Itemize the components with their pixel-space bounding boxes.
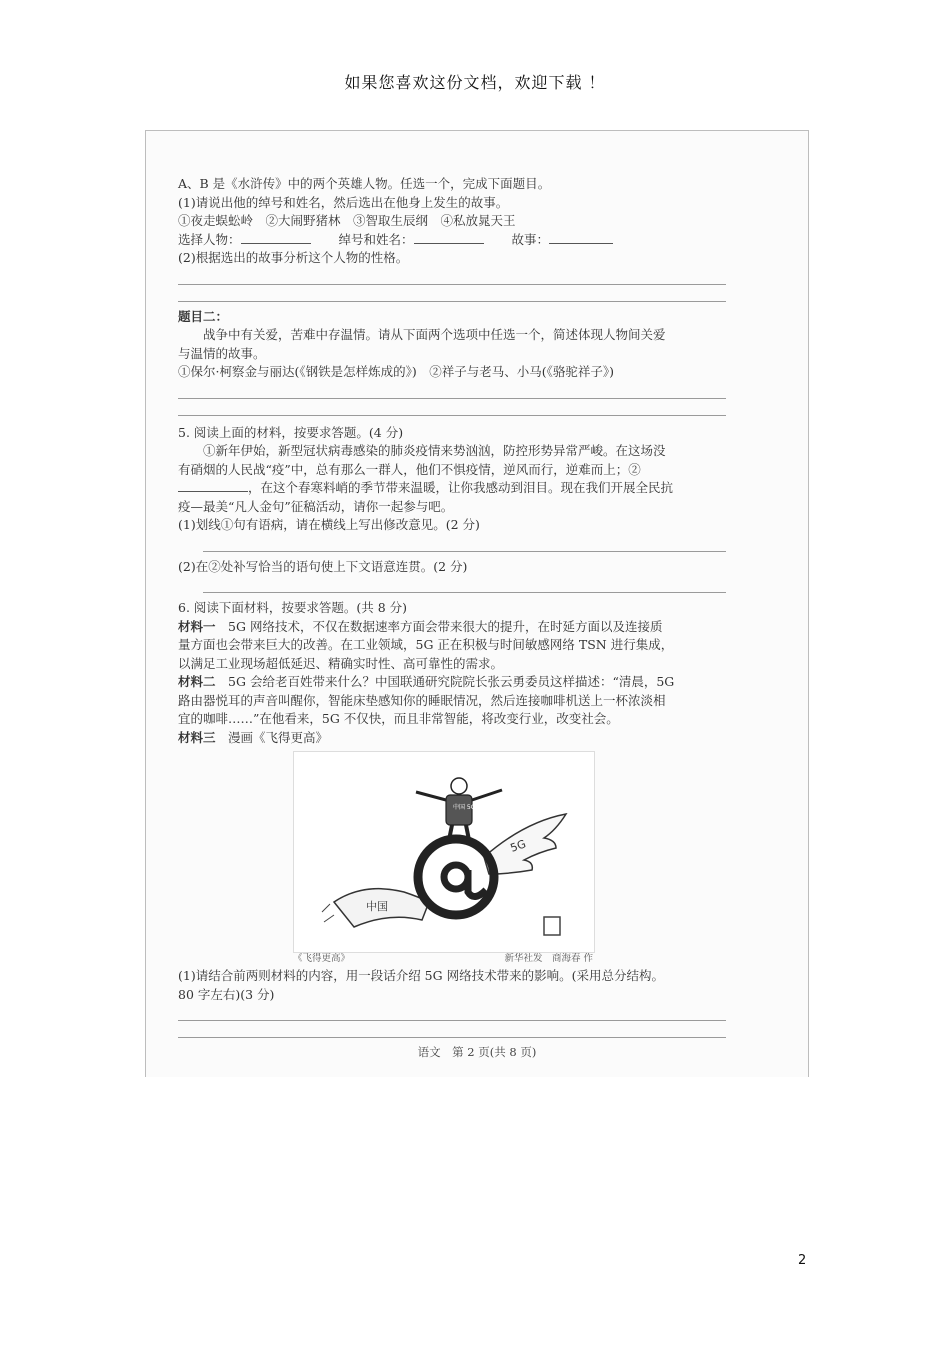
q6-sub1-line2: 80 字左右)(3 分) — [178, 986, 275, 1002]
q5-p2: 有硝烟的人民战“疫”中，总有那么一群人，他们不惧疫情，逆风而行，逆难而上；② — [178, 461, 641, 477]
q4-part1: (1)请说出他的绰号和姓名，然后选出在他身上发生的故事。 — [178, 194, 509, 210]
q6-material2-line1: 材料二 5G 会给老百姓带来什么？中国联通研究院院长张云勇委员这样描述：“清晨，5G — [178, 674, 675, 689]
artist-seal-icon — [544, 917, 560, 935]
q4-title2-options: ①保尔·柯察金与丽达(《钢铁是怎样炼成的》) ②祥子与老马、小马(《骆驼祥子》) — [178, 364, 614, 379]
q5-sub2: (2)在②处补写恰当的语句使上下文语意连贯。(2 分) — [178, 558, 468, 574]
q6-material2-line3: 宜的咖啡……”在他看来，5G 不仅快，而且非常智能，将改变行业，改变社会。 — [178, 711, 619, 726]
fill-name-blank[interactable] — [414, 231, 484, 244]
answer-line[interactable] — [178, 399, 726, 416]
scanned-exam-page — [145, 130, 809, 1077]
q5-sub1: (1)划线①句有语病，请在横线上写出修改意见。(2 分) — [178, 517, 480, 532]
fill-person-label: 选择人物： — [178, 231, 241, 247]
answer-line[interactable] — [203, 535, 726, 552]
answer-line[interactable] — [178, 285, 726, 302]
q4-title2: 题目二： — [178, 308, 229, 324]
answer-line[interactable] — [178, 1021, 726, 1038]
cartoon-illustration — [294, 752, 594, 952]
q5-p1: ①新年伊始，新型冠状病毒感染的肺炎疫情来势汹汹，防控形势异常严峻。在这场没 — [203, 443, 666, 458]
cartoon-credit: 新华社发 商海春 作 — [504, 953, 593, 964]
q6-sub1-line1: (1)请结合前两则材料的内容，用一段话介绍 5G 网络技术带来的影响。(采用总分结构。 — [178, 968, 664, 983]
q4-fill-row — [178, 231, 726, 250]
q4-title2-line1: 战争中有关爱，苦难中存温情。请从下面两个选项中任选一个，简述体现人物间关爱 — [203, 327, 666, 342]
q4-title2-line2: 与温情的故事。 — [178, 345, 266, 361]
fill-story-blank[interactable] — [549, 231, 613, 244]
page-number: 2 — [798, 1253, 807, 1268]
q6-material1-line3: 以满足工业现场超低延迟、精确实时性、高可靠性的需求。 — [178, 655, 504, 671]
fill-story-label: 故事： — [511, 231, 550, 247]
wing-china-label: 中国 — [366, 900, 388, 913]
q6-material3: 材料三 漫画《飞得更高》 — [178, 729, 329, 745]
download-banner: 如果您喜欢这份文档，欢迎下载 ！ — [344, 73, 606, 92]
answer-line[interactable] — [178, 382, 726, 399]
q4-options: ①夜走蜈蚣岭 ②大闹野猪林 ③智取生辰纲 ④私放晁天王 — [178, 213, 516, 228]
q4-part2: (2)根据选出的故事分析这个人物的性格。 — [178, 250, 409, 265]
shirt-label: 中国 5G — [453, 804, 476, 811]
q6-material1-line1: 材料一 5G 网络技术，不仅在数据速率方面会带来很大的提升，在时延方面以及连接质 — [178, 618, 663, 634]
exam-page-footer: 语文 第 2 页(共 8 页) — [417, 1045, 537, 1059]
q5-blank-2[interactable] — [178, 479, 248, 492]
answer-line[interactable] — [178, 1004, 726, 1021]
q6-material2-line2: 路由器悦耳的声音叫醒你，智能床垫感知你的睡眠情况，然后连接咖啡机送上一杯浓淡相 — [178, 692, 666, 708]
q5-p4: 疫—最美“凡人金句”征稿活动，请你一起参与吧。 — [178, 498, 454, 514]
cartoon-flying-higher — [293, 751, 595, 953]
cartoon-title: 《飞得更高》 — [293, 953, 351, 964]
fill-name-label: 绰号和姓名： — [338, 231, 414, 247]
exam-content — [178, 175, 726, 1038]
cartoon-caption — [293, 953, 593, 965]
q6-material1-line2: 量方面也会带来巨大的改善。在工业领域，5G 正在积极与时间敏感网络 TSN 进行集成， — [178, 637, 674, 652]
answer-line[interactable] — [178, 268, 726, 285]
fill-person-blank[interactable] — [241, 231, 311, 244]
q5-heading: 5. 阅读上面的材料，按要求答题。(4 分) — [178, 424, 404, 440]
q5-p3: ，在这个春寒料峭的季节带来温暖，让你我感动到泪目。现在我们开展全民抗 — [178, 479, 726, 498]
wing-5g-label: 5G — [508, 837, 528, 855]
q4-intro: A、B 是《水浒传》中的两个英雄人物。任选一个，完成下面题目。 — [178, 176, 551, 191]
q6-heading: 6. 阅读下面材料，按要求答题。(共 8 分) — [178, 600, 408, 615]
answer-line[interactable] — [203, 576, 726, 593]
